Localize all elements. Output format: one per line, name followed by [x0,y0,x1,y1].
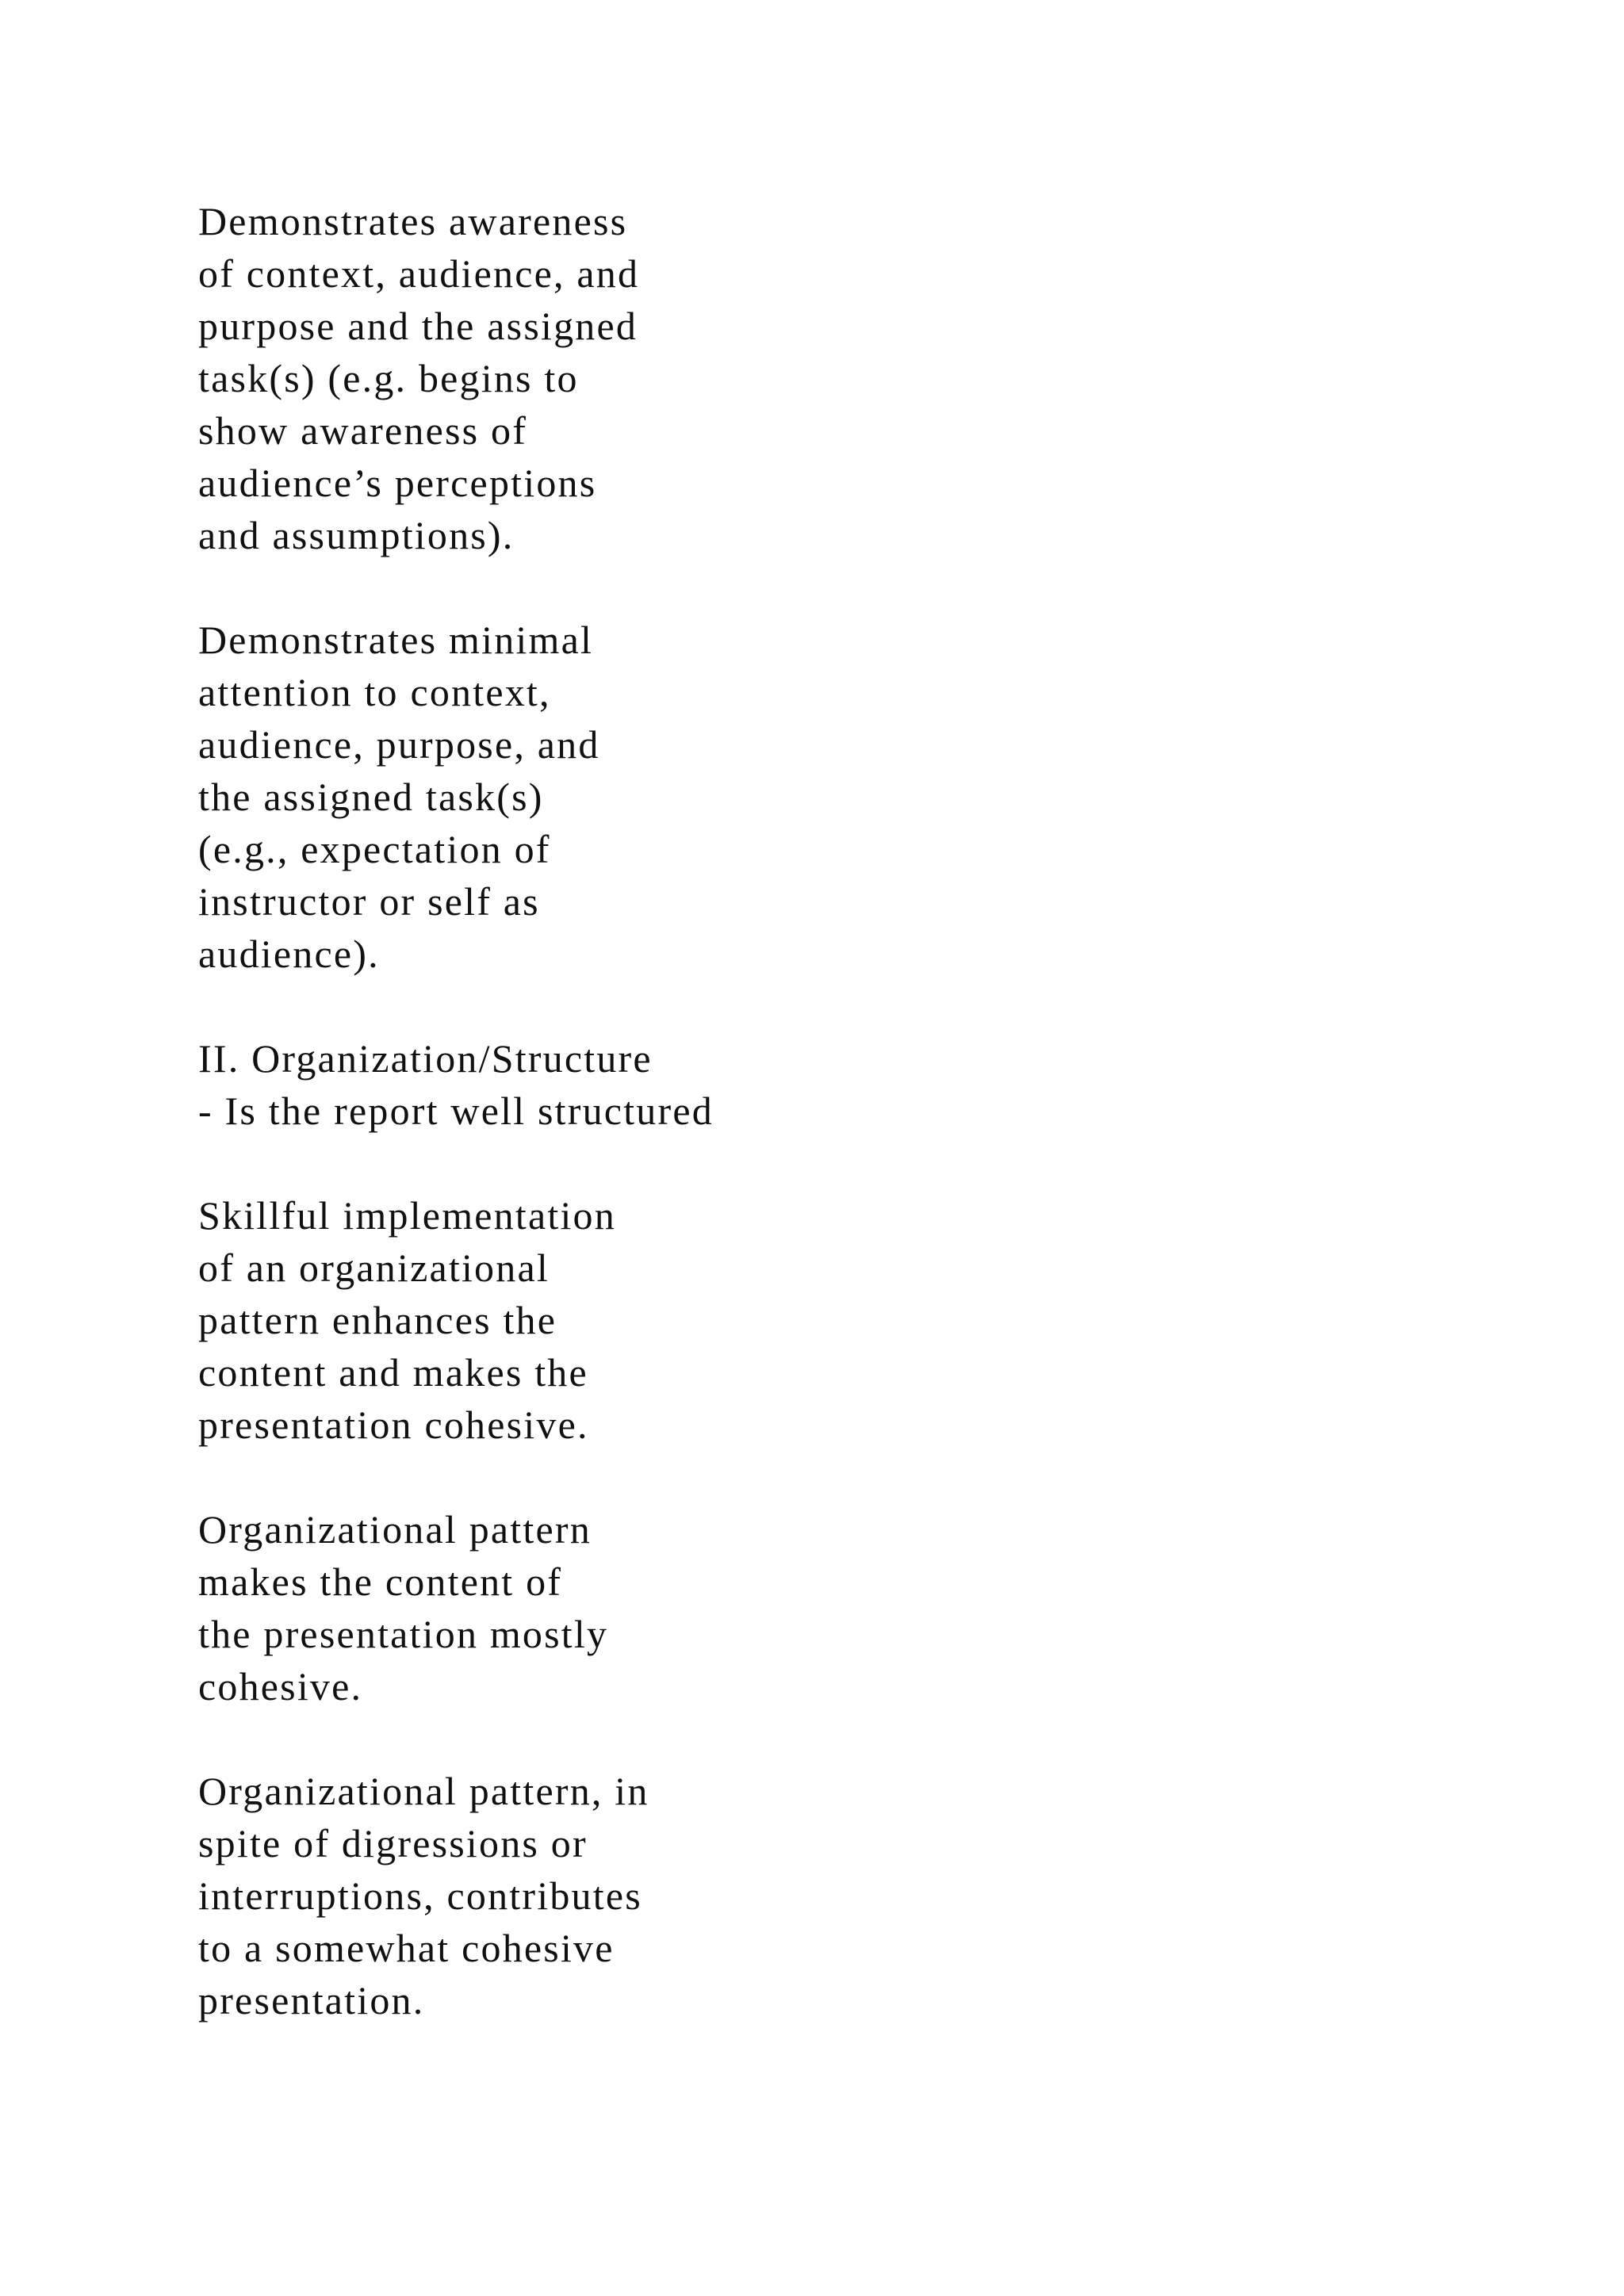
text-line: the presentation mostly [198,1612,609,1656]
paragraph-somewhat-cohesive [198,1765,1467,2026]
text-line: spite of digressions or [198,1821,588,1866]
text-line: the assigned task(s) [198,775,544,819]
section-question: - Is the report well structured [198,1089,714,1133]
text-line: Skillful implementation [198,1193,616,1238]
text-line: audience, purpose, and [198,722,600,767]
section-heading: II. Organization/Structure [198,1036,653,1081]
text-line: content and makes the [198,1350,588,1395]
text-line: and assumptions). [198,513,515,557]
text-line: attention to context, [198,670,551,714]
section-heading-organization-structure [198,1032,1467,1137]
paragraph-minimal-attention [198,614,1467,980]
text-line: of an organizational [198,1246,550,1290]
text-line: Organizational pattern [198,1507,592,1552]
paragraph-awareness-context [198,195,1467,561]
text-line: to a somewhat cohesive [198,1926,615,1970]
text-line: of context, audience, and [198,251,640,296]
text-line: pattern enhances the [198,1298,557,1342]
text-line: Demonstrates minimal [198,618,594,662]
text-line: presentation cohesive. [198,1402,589,1447]
text-line: Organizational pattern, in [198,1769,649,1813]
text-line: makes the content of [198,1559,563,1604]
text-line: (e.g., expectation of [198,827,551,871]
text-line: audience). [198,932,380,976]
text-line: show awareness of [198,408,528,453]
text-line: presentation. [198,1978,425,2022]
text-line: task(s) (e.g. begins to [198,356,579,400]
document-body [198,195,1467,2079]
paragraph-skillful-implementation [198,1189,1467,1451]
paragraph-mostly-cohesive [198,1503,1467,1712]
text-line: interruptions, contributes [198,1873,642,1918]
text-line: instructor or self as [198,879,540,924]
text-line: audience’s perceptions [198,461,597,505]
text-line: Demonstrates awareness [198,199,628,243]
text-line: purpose and the assigned [198,304,638,348]
text-line: cohesive. [198,1664,363,1709]
